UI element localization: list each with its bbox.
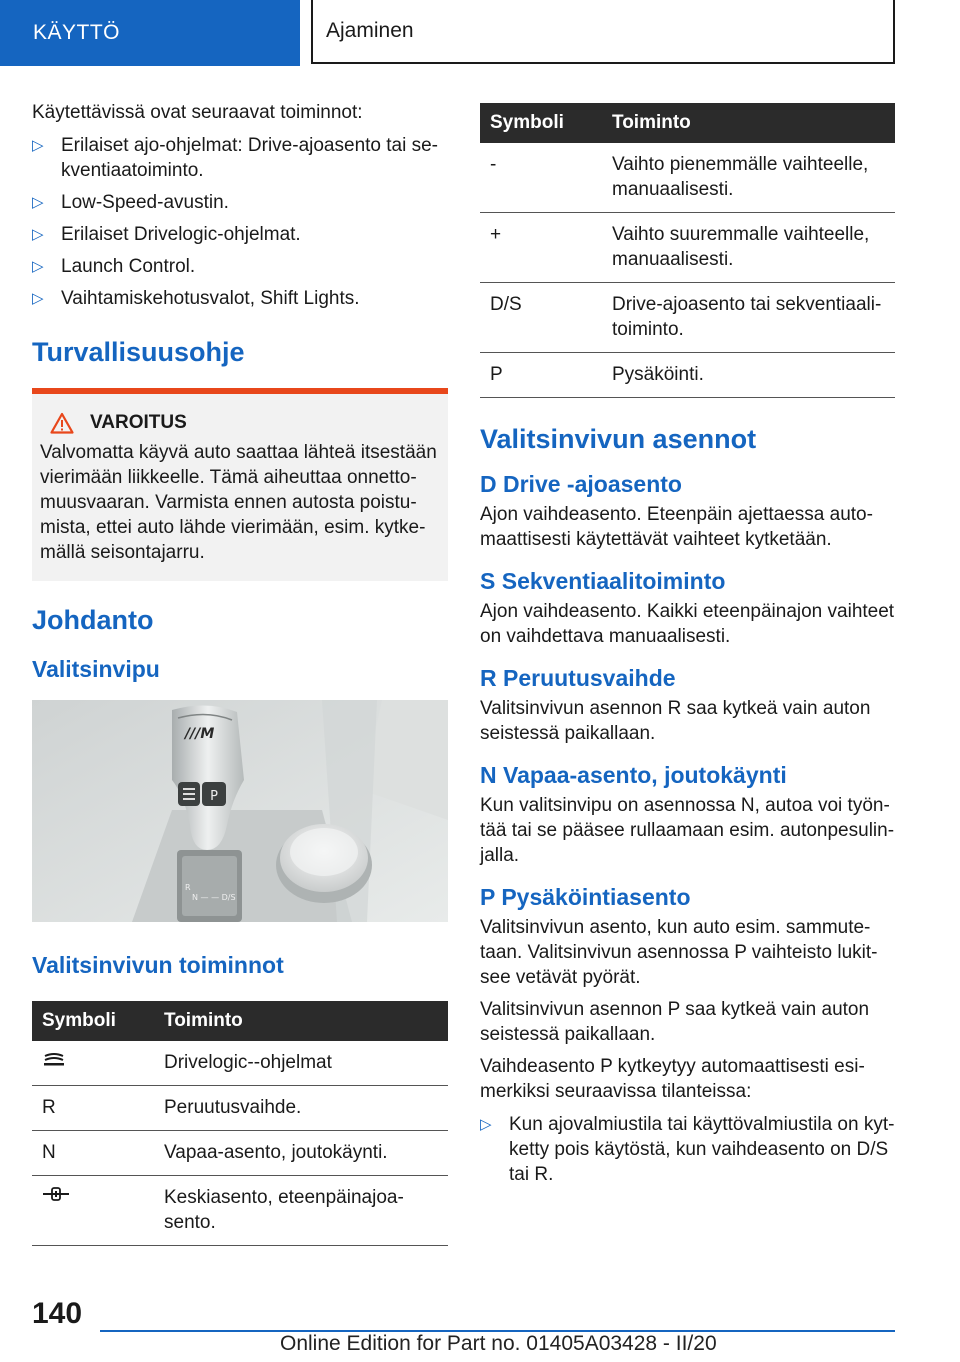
table-cell-function: Peruutusvaihde. [162,1086,448,1131]
svg-text:R: R [185,883,191,892]
table-cell-function: Vapaa-asento, joutokäynti. [162,1131,448,1176]
drivelogic-icon [42,1050,66,1068]
warning-title: VAROITUS [40,412,440,434]
list-item: ▷ Erilaiset ajo-ohjelmat: Drive-ajoasento tai se-kventiaatoiminto. [32,135,438,181]
table-header-function: Toiminto [610,103,895,143]
list-item: ▷ Launch Control. [32,256,196,277]
page-number: 140 [32,1297,83,1330]
table-cell-symbol: - [480,143,610,213]
sequential-text: Ajon vaihdeasento. Kaikki eteenpäinajon vaihteet on vaihdettava manuaalisesti. [480,601,895,647]
section-tab: KÄYTTÖ [0,0,300,66]
table-cell-function: Vaihto pienemmälle vaihteelle, manuaalisesti. [610,143,895,213]
svg-text:P: P [210,789,218,804]
table-row [32,1176,448,1246]
warning-triangle-icon [50,412,74,434]
list-item: ▷ Low-Speed-avustin. [32,192,229,213]
table-row [480,143,895,213]
table-cell-function: Drive-ajoasento tai sekventiaali-toiminto. [610,283,895,353]
table-cell-symbol: D/S [480,283,610,353]
list-item: ▷ Erilaiset Drivelogic-ohjelmat. [32,224,301,245]
triangle-bullet-icon: ▷ [32,258,44,275]
table-cell-function: Vaihto suuremmalle vaihteelle, manuaalisesti. [610,213,895,283]
park-text-3: Vaihdeasento P kytkeytyy automaattisesti esi-merkiksi seuraavissa tilanteissa: [480,1056,865,1102]
warning-text: Valvomatta käyvä auto saattaa lähteä itsestään vierimään liikkeelle. Tämä aiheuttaa onnetto-muusvaaran. Varmista ennen autosta poistu-mista, ettei auto lähde vierimään, esim. kytke-mällä seisontajarru. [40,442,437,563]
intro-heading: Johdanto [32,605,154,635]
table-row [480,283,895,353]
gear-selector-photo [32,700,448,922]
reverse-text: Valitsinvivun asennon R saa kytkeä vain auton seistessä paikallaan. [480,698,871,744]
functions-heading: Valitsinvivun toiminnot [32,952,284,978]
table-header-function: Toiminto [162,1001,448,1041]
table-row [480,353,895,398]
triangle-bullet-icon: ▷ [32,226,44,243]
list-item: ▷ Vaihtamiskehotusvalot, Shift Lights. [32,288,360,309]
warning-box [32,394,448,581]
table-cell-symbol: + [480,213,610,283]
drive-text: Ajon vaihdeasento. Eteenpäin ajettaessa auto-maattisesti käytettävät vaihteet kytketään. [480,504,873,550]
positions-heading: Valitsinvivun asennot [480,424,757,454]
table-cell-symbol: N [32,1131,162,1176]
table-row [480,213,895,283]
triangle-bullet-icon: ▷ [32,137,44,154]
left-symbol-table [32,1001,448,1246]
table-cell-function: Drivelogic--ohjelmat [162,1041,448,1086]
safety-heading: Turvallisuusohje [32,337,245,367]
reverse-heading: R Peruutusvaihde [480,665,676,691]
feature-list [32,133,448,311]
svg-text:N — — D/S: N — — D/S [192,893,236,902]
table-cell-symbol [32,1176,162,1246]
table-row [32,1086,448,1131]
intro-text: Käytettävissä ovat seuraavat toiminnot: [32,102,363,123]
triangle-bullet-icon: ▷ [32,290,44,307]
park-text-2: Valitsinvivun asennon P saa kytkeä vain auton seistessä paikallaan. [480,999,870,1045]
park-text-1: Valitsinvivun asento, kun auto esim. sammute-taan. Valitsinvivun asennossa P vaihteisto lukit-see vetävät pyörät. [480,917,878,988]
park-heading: P Pysäköintiasento [480,884,691,910]
table-row [32,1131,448,1176]
table-cell-function: Pysäköinti. [610,353,895,398]
right-symbol-table [480,103,895,398]
triangle-bullet-icon: ▷ [480,1116,492,1133]
table-cell-function: Keskiasento, eteenpäinajoa-sento. [162,1176,448,1246]
table-cell-symbol: P [480,353,610,398]
left-column [32,100,448,1246]
park-list [480,1112,895,1187]
chapter-title: Ajaminen [311,0,895,64]
svg-text:///M: ///M [185,726,215,742]
right-column [480,103,895,1194]
table-header-symbol: Symboli [480,103,610,143]
triangle-bullet-icon: ▷ [32,194,44,211]
neutral-heading: N Vapaa-asento, joutokäynti [480,762,787,788]
neutral-text: Kun valitsinvipu on asennossa N, autoa voi työn-tää tai se pääsee rullaamaan esim. autonpesulin-jalla. [480,795,895,866]
table-cell-symbol: R [32,1086,162,1131]
table-cell-symbol [32,1041,162,1086]
footer-edition: Online Edition for Part no. 01405A03428 - II/20 [280,1332,717,1355]
selector-heading: Valitsinvipu [32,656,160,682]
center-position-icon [42,1185,70,1203]
table-row [32,1041,448,1086]
drive-heading: D Drive -ajoasento [480,471,682,497]
sequential-heading: S Sekventiaalitoiminto [480,568,726,594]
table-header-symbol: Symboli [32,1001,162,1041]
list-item: ▷ Kun ajovalmiustila tai käyttövalmiustila on kyt-ketty pois käytöstä, kun vaihdeasento on D/S tai R. [480,1114,895,1185]
